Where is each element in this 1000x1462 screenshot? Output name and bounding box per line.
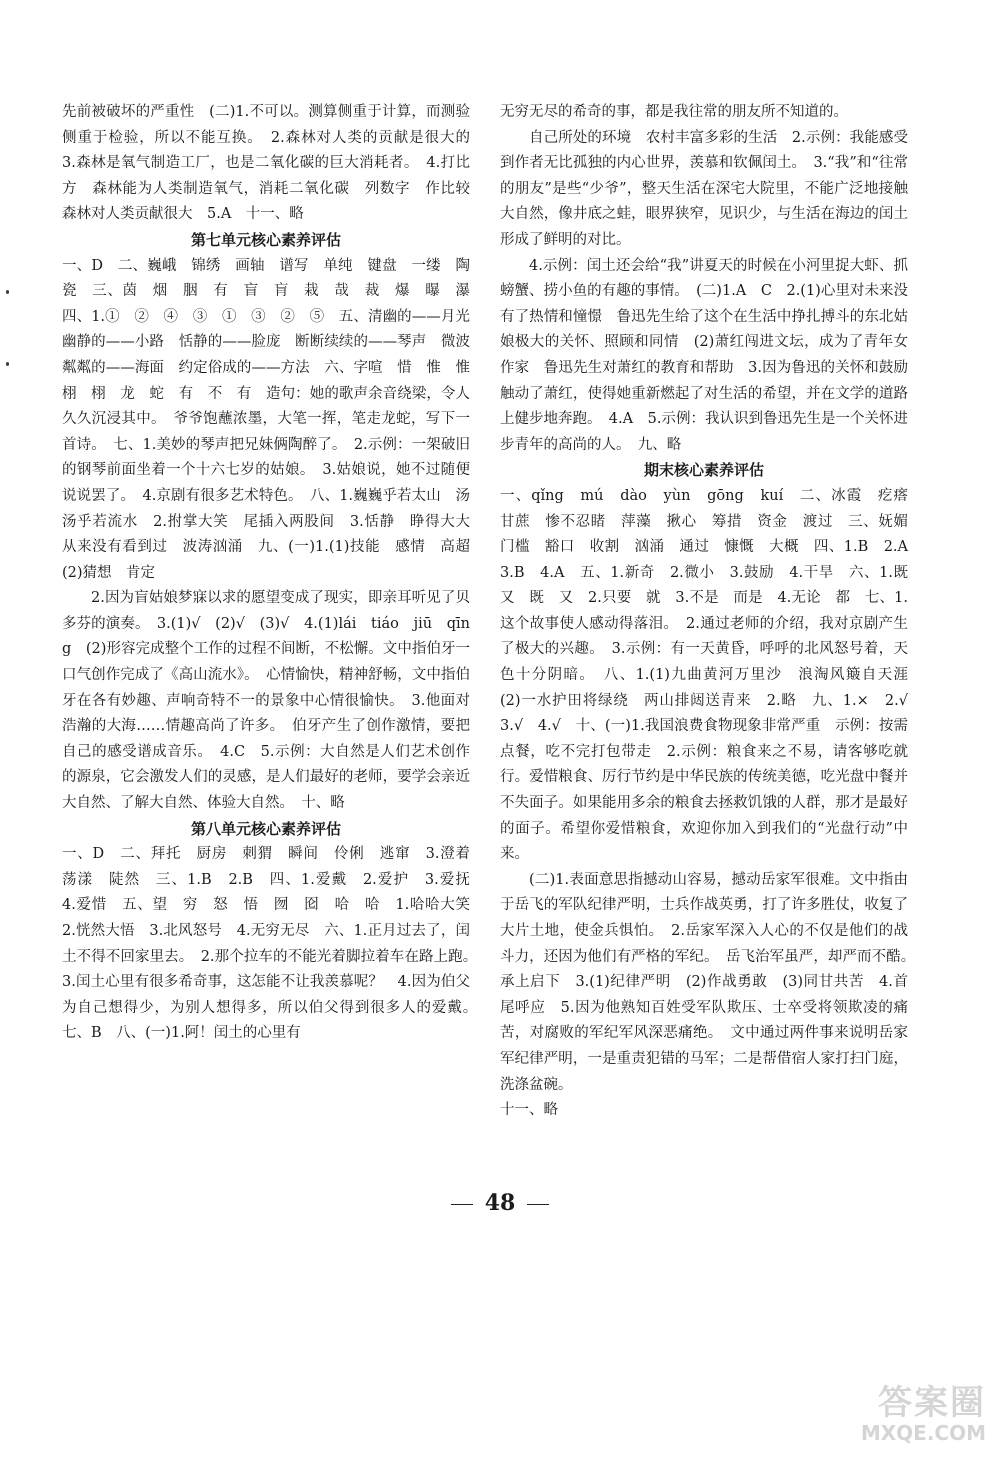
page-number-value: 48 — [484, 1190, 516, 1216]
answer-paragraph: 自己所处的环境 农村丰富多彩的生活 2.示例：我能感受到作者无比孤独的内心世界，羡慕和钦佩闰土。 3.“我”和“往常的朋友”是些“少爷”，整天生活在深宅大院里，不能广泛地接触大自然，像井底之蛙，眼界狭窄，见识少，与生活在海边的闰土形成了鲜明的对比。 — [500, 129, 908, 248]
left-column — [62, 100, 485, 1047]
answer-paragraph: 一、qǐng mú dào yùn gōng kuí 二、冰霞 疙瘩 甘蔗 惨不忍睹 萍藻 揪心 筹措 资金 渡过 三、妩媚 门槛 豁口 收割 汹涌 通过 慷慨 大概 四、1.B 2.A 3.B 4.A 五、1.新奇 2.微小 3.鼓励 4.干旱 六、1.既 又 既 又 2.只要 就 3.不是 而是 4.无论 都 七、1.这个故事使人感动得落泪。 2.通过老师的介绍，我对京剧产生了极大的兴趣。 3.示例：有一天黄昏，呼呼的北风怒号着，天色十分阴暗。 八、1.(1)九曲黄河万里沙 浪淘风簸自天涯 (2)一水护田将绿绕 两山排闼送青来 2.略 九、1.× 2.√ 3.√ 4.√ 十、(一)1.我国浪费食物现象非常严重 示例：按需点餐，吃不完打包带走 2.示例：粮食来之不易，请客够吃就行。爱惜粮食、厉行节约是中华民族的传统美德，吃光盘中餐并不失面子。如果能用多余的粮食去拯救饥饿的人群，那才是最好的面子。希望你爱惜粮食，欢迎你加入到我们的“光盘行动”中来。 — [500, 487, 923, 863]
watermark-title: 答案圈 — [878, 1383, 986, 1423]
page-number-dash — [527, 1204, 549, 1205]
answer-paragraph: 十一、略 — [500, 1102, 558, 1119]
answer-paragraph: 2.因为盲姑娘梦寐以求的愿望变成了现实，即亲耳听见了贝多芬的演奏。 3.(1)√ (2)√ (3)√ 4.(1)lái tiáo jiū qīng (2)形容完成整个工作的过程不间断，不松懈。文中指伯牙一口气创作完成了《高山流水》。 心情愉快，精神舒畅，文中指伯牙在各有妙趣、声响奇特不一的景象中心情很愉快。 3.他面对浩瀚的大海……情趣高尚了许多。 伯牙产生了创作激情，要把自己的感受谱成音乐。 4.C 5.示例：大自然是人们艺术创作的源泉，它会激发人们的灵感，是人们最好的老师，要学会亲近大自然、了解大自然、体验大自然。 十、略 — [62, 590, 470, 812]
answer-paragraph: 无穷无尽的希奇的事，都是我往常的朋友所不知道的。 — [500, 104, 848, 120]
section-title: 期末核心素养评估 — [643, 461, 764, 480]
scan-specks — [6, 290, 14, 380]
page-number-dash — [451, 1204, 473, 1205]
section-title: 第八单元核心素养评估 — [190, 819, 341, 838]
answer-paragraph: 一、D 二、拜托 厨房 刺猬 瞬间 伶俐 逃窜 3.澄着 荡漾 陡然 三、1.B 2.B 四、1.爱戴 2.爱护 3.爱抚 4.爱惜 五、望 穷 怒 悟 囫 囵 哈 哈 1.哈哈大笑 2.恍然大悟 3.北风怒号 4.无穷无尽 六、1.正月过去了，闰土不得不回家里去。 2.那个拉车的不能光着脚拉着车在路上跑。 3.闰土心里有很多希奇事，这怎能不让我羡慕呢？ 4.因为伯父为自己想得少，为别人想得多，所以伯父得到很多人的爱戴。 七、B 八、(一)1.阿！闰土的心里有 — [62, 846, 485, 1042]
answer-paragraph: (二)1.表面意思指撼动山容易，撼动岳家军很难。文中指由于岳飞的军队纪律严明，士兵作战英勇，打了许多胜仗，收复了大片土地，使金兵惧怕。 2.岳家军深入人心的不仅是他们的战斗力，还因为他们有严格的军纪。 岳飞治军虽严，却严而不酷。 承上启下 3.(1)纪律严明 (2)作战勇敢 (3)同甘共苦 4.首尾呼应 5.因为他熟知百姓受军队欺压、士卒受将领欺凌的痛苦，对腐败的军纪军风深恶痛绝。 文中通过两件事来说明岳家军纪律严明，一是重责犯错的马军；二是帮借宿人家打扫门庭，洗涤盆碗。 — [500, 871, 923, 1093]
right-column — [500, 100, 923, 1124]
scan-speck — [6, 362, 9, 366]
scan-speck — [6, 290, 9, 294]
section-title: 第七单元核心素养评估 — [190, 230, 341, 249]
watermark-logo — [811, 1384, 986, 1448]
watermark-url: MXQE.COM — [860, 1421, 986, 1445]
answer-paragraph: 一、D 二、巍峨 锦绣 画轴 谱写 单纯 键盘 一缕 陶瓷 三、茵 烟 胭 有 盲 肓 栽 哉 裁 爆 曝 瀑 四、1.① ② ④ ③ ① ③ ② ⑤ 五、清幽的——月光 幽静的——小路 恬静的——脸庞 断断续续的——琴声 微波粼粼的——海面 约定俗成的——方法 六、字喧 惜 惟 惟 栩 栩 龙 蛇 有 不 有 造句：她的歌声余音绕梁，令人久久沉浸其中。 爷爷饱蘸浓墨，大笔一挥，笔走龙蛇，写下一首诗。 七、1.美妙的琴声把兄妹俩陶醉了。 2.示例：一架破旧的钢琴前面坐着一个十六七岁的姑娘。 3.姑娘说，她不过随便说说罢了。 4.京剧有很多艺术特色。 八、1.巍巍乎若太山 汤汤乎若流水 2.拊掌大笑 尾插入两股间 3.恬静 睁得大大 从来没有看到过 波涛汹涌 九、(一)1.(1)技能 感情 高超 (2)猜想 肯定 — [62, 257, 485, 581]
answer-paragraph: 4.示例：闰土还会给“我”讲夏天的时候在小河里捉大虾、抓螃蟹、捞小鱼的有趣的事情。 (二)1.A C 2.(1)心里对未来没有了热情和憧憬 鲁迅先生给了这个在生活中挣扎搏斗的东北姑娘极大的关怀、照顾和同情 (2)萧红闯进文坛，成为了青年女作家 鲁迅先生对萧红的教育和帮助 3.因为鲁迅的关怀和鼓励触动了萧红，使得她重新燃起了对生活的希望，并在文学的道路上健步地奔跑。 4.A 5.示例：我认识到鲁迅先生是一个关怀进步青年的高尚的人。 九、略 — [500, 257, 908, 453]
page-number — [0, 1190, 1000, 1216]
answer-paragraph: 先前被破坏的严重性 (二)1.不可以。测算侧重于计算，而测验侧重于检验，所以不能互换。 2.森林对人类的贡献是很大的 3.森林是氧气制造工厂，也是二氧化碳的巨大消耗者。 4.打比方 森林能为人类制造氧气，消耗二氧化碳 列数字 作比较 森林对人类贡献很大 5.A 十一、略 — [62, 104, 485, 223]
